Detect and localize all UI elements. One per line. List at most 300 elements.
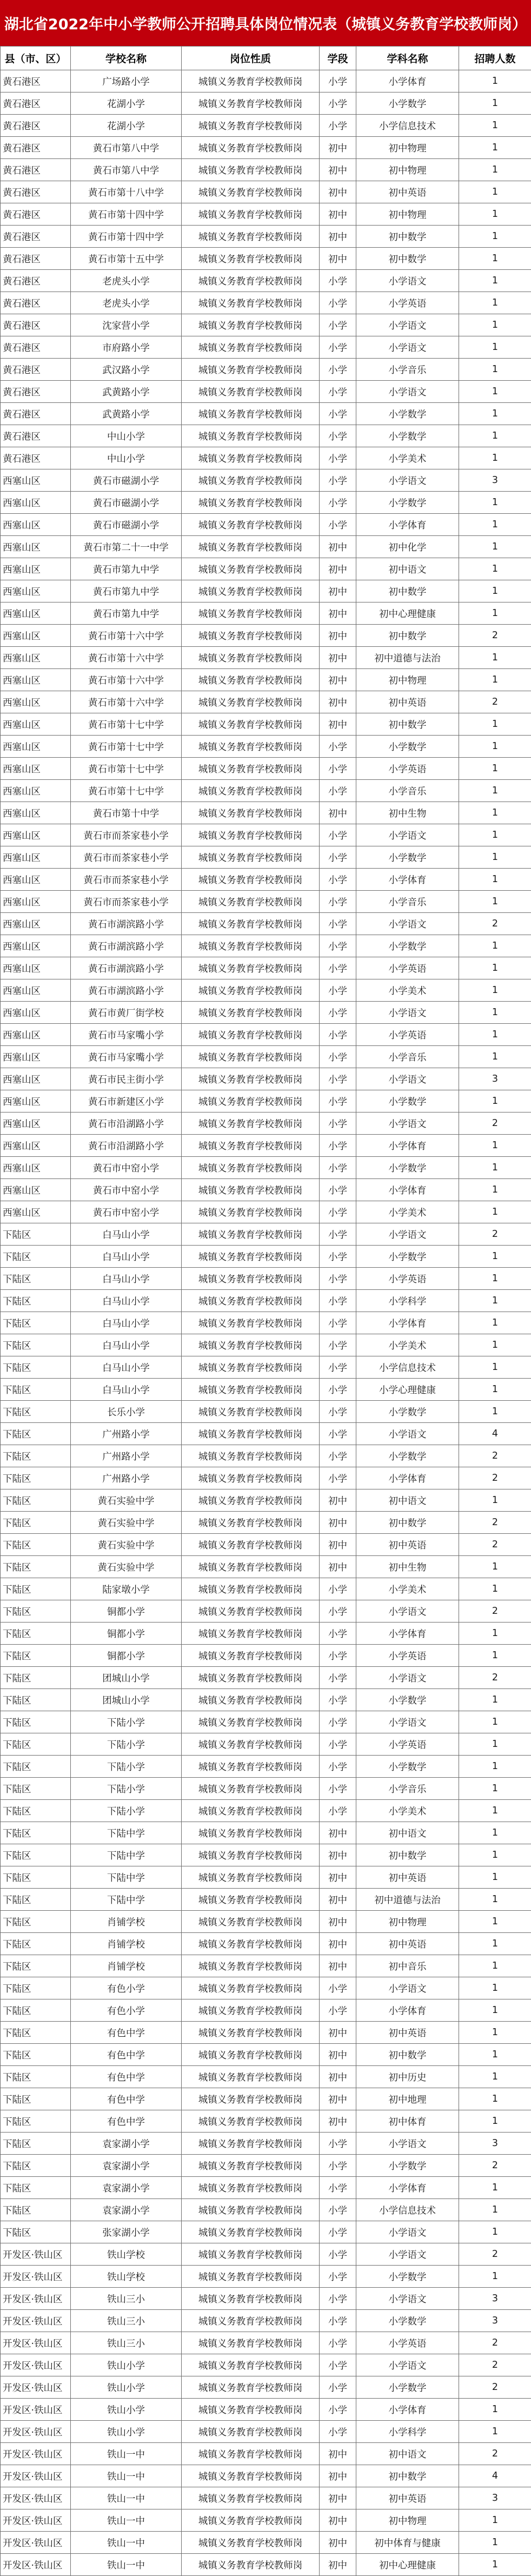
cell-school: 白马山小学 xyxy=(71,1312,182,1334)
table-row xyxy=(1,780,531,802)
table-row xyxy=(1,602,531,625)
table-row xyxy=(1,2376,531,2399)
cell-county: 下陆区 xyxy=(1,2221,71,2243)
cell-count: 3 xyxy=(459,1068,531,1090)
cell-count: 1 xyxy=(459,1334,531,1356)
cell-school: 铁山小学 xyxy=(71,2376,182,2399)
cell-post-type: 城镇义务教育学校教师岗 xyxy=(182,1268,320,1290)
cell-stage: 小学 xyxy=(320,824,356,846)
cell-county: 西塞山区 xyxy=(1,780,71,802)
cell-post-type: 城镇义务教育学校教师岗 xyxy=(182,2310,320,2332)
cell-subject: 小学音乐 xyxy=(356,780,459,802)
table-row xyxy=(1,1312,531,1334)
cell-school: 花湖小学 xyxy=(71,115,182,137)
cell-subject: 小学体育 xyxy=(356,2399,459,2421)
table-row xyxy=(1,1667,531,1689)
cell-subject: 初中数学 xyxy=(356,625,459,647)
cell-county: 西塞山区 xyxy=(1,1046,71,1068)
cell-subject: 初中语文 xyxy=(356,2443,459,2465)
table-row xyxy=(1,2487,531,2509)
cell-school: 武汉路小学 xyxy=(71,359,182,381)
cell-post-type: 城镇义务教育学校教师岗 xyxy=(182,1356,320,1379)
cell-school: 铁山小学 xyxy=(71,2399,182,2421)
cell-subject: 小学语文 xyxy=(356,1112,459,1135)
cell-county: 下陆区 xyxy=(1,1223,71,1246)
cell-post-type: 城镇义务教育学校教师岗 xyxy=(182,713,320,736)
cell-school: 黄石市第十七中学 xyxy=(71,758,182,780)
cell-subject: 小学语文 xyxy=(356,336,459,359)
cell-county: 下陆区 xyxy=(1,2155,71,2177)
table-row xyxy=(1,1401,531,1423)
cell-post-type: 城镇义务教育学校教师岗 xyxy=(182,536,320,558)
cell-stage: 初中 xyxy=(320,1822,356,1844)
cell-post-type: 城镇义务教育学校教师岗 xyxy=(182,2532,320,2554)
cell-school: 下陆中学 xyxy=(71,1889,182,1911)
cell-county: 下陆区 xyxy=(1,1977,71,1999)
cell-subject: 小学数学 xyxy=(356,92,459,115)
cell-school: 肖铺学校 xyxy=(71,1911,182,1933)
cell-stage: 小学 xyxy=(320,359,356,381)
cell-post-type: 城镇义务教育学校教师岗 xyxy=(182,403,320,425)
cell-subject: 初中地理 xyxy=(356,2088,459,2110)
cell-subject: 小学体育 xyxy=(356,2177,459,2199)
table-row xyxy=(1,381,531,403)
cell-count: 1 xyxy=(459,159,531,181)
cell-school: 袁家湖小学 xyxy=(71,2199,182,2221)
cell-subject: 小学体育 xyxy=(356,1467,459,1489)
cell-school: 黄石市黄厂街学校 xyxy=(71,1002,182,1024)
table-row xyxy=(1,1999,531,2022)
cell-school: 黄石市湖滨路小学 xyxy=(71,979,182,1002)
cell-post-type: 城镇义务教育学校教师岗 xyxy=(182,913,320,935)
cell-school: 张家湖小学 xyxy=(71,2221,182,2243)
table-row xyxy=(1,1645,531,1667)
cell-stage: 小学 xyxy=(320,935,356,957)
cell-stage: 初中 xyxy=(320,203,356,226)
cell-county: 下陆区 xyxy=(1,1600,71,1623)
cell-county: 下陆区 xyxy=(1,2177,71,2199)
cell-count: 1 xyxy=(459,2199,531,2221)
table-row xyxy=(1,1889,531,1911)
cell-county: 下陆区 xyxy=(1,1401,71,1423)
cell-stage: 小学 xyxy=(320,2399,356,2421)
cell-count: 1 xyxy=(459,669,531,691)
cell-county: 西塞山区 xyxy=(1,558,71,580)
cell-school: 老虎头小学 xyxy=(71,292,182,314)
cell-subject: 小学音乐 xyxy=(356,1778,459,1800)
cell-school: 下陆小学 xyxy=(71,1733,182,1756)
table-row xyxy=(1,2465,531,2487)
cell-post-type: 城镇义务教育学校教师岗 xyxy=(182,580,320,602)
cell-school: 下陆中学 xyxy=(71,1844,182,1866)
cell-school: 下陆小学 xyxy=(71,1711,182,1733)
cell-county: 开发区·铁山区 xyxy=(1,2266,71,2288)
table-row xyxy=(1,2243,531,2266)
cell-stage: 小学 xyxy=(320,1135,356,1157)
cell-school: 长乐小学 xyxy=(71,1401,182,1423)
cell-county: 下陆区 xyxy=(1,1844,71,1866)
cell-county: 下陆区 xyxy=(1,1955,71,1977)
cell-county: 下陆区 xyxy=(1,1778,71,1800)
cell-post-type: 城镇义务教育学校教师岗 xyxy=(182,1024,320,1046)
cell-stage: 小学 xyxy=(320,1711,356,1733)
cell-county: 西塞山区 xyxy=(1,802,71,824)
cell-subject: 初中数学 xyxy=(356,1512,459,1534)
cell-subject: 小学数学 xyxy=(356,1756,459,1778)
cell-subject: 初中英语 xyxy=(356,1534,459,1556)
cell-count: 1 xyxy=(459,1800,531,1822)
cell-school: 下陆中学 xyxy=(71,1866,182,1889)
cell-subject: 小学语文 xyxy=(356,1600,459,1623)
cell-count: 1 xyxy=(459,780,531,802)
cell-school: 黄石市中窑小学 xyxy=(71,1201,182,1223)
cell-post-type: 城镇义务教育学校教师岗 xyxy=(182,2221,320,2243)
table-row xyxy=(1,1223,531,1246)
cell-post-type: 城镇义务教育学校教师岗 xyxy=(182,2199,320,2221)
cell-county: 黄石港区 xyxy=(1,314,71,336)
cell-county: 下陆区 xyxy=(1,2022,71,2044)
cell-county: 下陆区 xyxy=(1,1711,71,1733)
cell-stage: 初中 xyxy=(320,602,356,625)
cell-county: 开发区·铁山区 xyxy=(1,2443,71,2465)
cell-stage: 小学 xyxy=(320,1401,356,1423)
cell-post-type: 城镇义务教育学校教师岗 xyxy=(182,1733,320,1756)
cell-count: 1 xyxy=(459,181,531,203)
cell-count: 1 xyxy=(459,1999,531,2022)
cell-count: 1 xyxy=(459,1733,531,1756)
cell-count: 3 xyxy=(459,2487,531,2509)
table-row xyxy=(1,1290,531,1312)
cell-stage: 初中 xyxy=(320,159,356,181)
cell-stage: 小学 xyxy=(320,1623,356,1645)
cell-school: 铜都小学 xyxy=(71,1645,182,1667)
cell-post-type: 城镇义务教育学校教师岗 xyxy=(182,248,320,270)
cell-county: 西塞山区 xyxy=(1,469,71,492)
cell-stage: 小学 xyxy=(320,2310,356,2332)
table-row xyxy=(1,403,531,425)
table-row xyxy=(1,203,531,226)
cell-stage: 初中 xyxy=(320,2509,356,2532)
cell-county: 黄石港区 xyxy=(1,115,71,137)
header-row xyxy=(1,47,531,70)
table-row xyxy=(1,758,531,780)
cell-school: 黄石市第十五中学 xyxy=(71,248,182,270)
cell-stage: 小学 xyxy=(320,2421,356,2443)
cell-school: 广州路小学 xyxy=(71,1445,182,1467)
table-row xyxy=(1,1977,531,1999)
cell-county: 黄石港区 xyxy=(1,381,71,403)
cell-school: 下陆小学 xyxy=(71,1756,182,1778)
cell-county: 下陆区 xyxy=(1,1290,71,1312)
cell-school: 黄石市第十四中学 xyxy=(71,226,182,248)
cell-post-type: 城镇义务教育学校教师岗 xyxy=(182,2044,320,2066)
cell-stage: 初中 xyxy=(320,2110,356,2133)
cell-stage: 初中 xyxy=(320,2443,356,2465)
cell-subject: 小学语文 xyxy=(356,270,459,292)
cell-count: 1 xyxy=(459,1312,531,1334)
table-row xyxy=(1,1024,531,1046)
cell-county: 下陆区 xyxy=(1,2110,71,2133)
cell-subject: 小学英语 xyxy=(356,292,459,314)
cell-stage: 初中 xyxy=(320,1489,356,1512)
cell-count: 2 xyxy=(459,1667,531,1689)
cell-county: 开发区·铁山区 xyxy=(1,2399,71,2421)
cell-count: 1 xyxy=(459,270,531,292)
cell-subject: 小学音乐 xyxy=(356,1046,459,1068)
cell-post-type: 城镇义务教育学校教师岗 xyxy=(182,1556,320,1578)
cell-count: 1 xyxy=(459,1002,531,1024)
cell-count: 4 xyxy=(459,2465,531,2487)
cell-stage: 小学 xyxy=(320,1268,356,1290)
cell-count: 1 xyxy=(459,824,531,846)
cell-stage: 小学 xyxy=(320,1246,356,1268)
cell-county: 黄石港区 xyxy=(1,292,71,314)
cell-count: 1 xyxy=(459,1578,531,1600)
cell-stage: 小学 xyxy=(320,1379,356,1401)
table-row xyxy=(1,1489,531,1512)
cell-post-type: 城镇义务教育学校教师岗 xyxy=(182,270,320,292)
cell-stage: 小学 xyxy=(320,1645,356,1667)
table-row xyxy=(1,2022,531,2044)
cell-county: 开发区·铁山区 xyxy=(1,2243,71,2266)
table-row xyxy=(1,1002,531,1024)
cell-subject: 初中历史 xyxy=(356,2066,459,2088)
cell-post-type: 城镇义务教育学校教师岗 xyxy=(182,1179,320,1201)
cell-subject: 小学体育 xyxy=(356,1623,459,1645)
table-row xyxy=(1,492,531,514)
cell-subject: 小学体育 xyxy=(356,1179,459,1201)
cell-county: 西塞山区 xyxy=(1,669,71,691)
cell-post-type: 城镇义务教育学校教师岗 xyxy=(182,1645,320,1667)
cell-count: 2 xyxy=(459,2243,531,2266)
cell-school: 黄石市磁湖小学 xyxy=(71,469,182,492)
cell-stage: 初中 xyxy=(320,2532,356,2554)
cell-county: 黄石港区 xyxy=(1,137,71,159)
cell-stage: 小学 xyxy=(320,270,356,292)
cell-subject: 初中生物 xyxy=(356,802,459,824)
cell-stage: 初中 xyxy=(320,691,356,713)
cell-stage: 小学 xyxy=(320,425,356,447)
cell-count: 1 xyxy=(459,1645,531,1667)
cell-school: 铁山一中 xyxy=(71,2509,182,2532)
cell-count: 1 xyxy=(459,92,531,115)
cell-subject: 小学语文 xyxy=(356,2288,459,2310)
cell-count: 3 xyxy=(459,469,531,492)
cell-county: 西塞山区 xyxy=(1,580,71,602)
table-row xyxy=(1,2554,531,2576)
cell-count: 2 xyxy=(459,1223,531,1246)
cell-post-type: 城镇义务教育学校教师岗 xyxy=(182,359,320,381)
cell-stage: 初中 xyxy=(320,1889,356,1911)
cell-post-type: 城镇义务教育学校教师岗 xyxy=(182,92,320,115)
cell-count: 1 xyxy=(459,115,531,137)
cell-stage: 小学 xyxy=(320,1467,356,1489)
table-header xyxy=(1,47,531,70)
cell-county: 下陆区 xyxy=(1,2044,71,2066)
cell-subject: 小学英语 xyxy=(356,957,459,979)
cell-stage: 小学 xyxy=(320,514,356,536)
cell-school: 黄石市第九中学 xyxy=(71,558,182,580)
cell-count: 1 xyxy=(459,314,531,336)
cell-subject: 小学体育 xyxy=(356,1135,459,1157)
table-row xyxy=(1,1711,531,1733)
cell-county: 开发区·铁山区 xyxy=(1,2288,71,2310)
cell-county: 西塞山区 xyxy=(1,536,71,558)
table-row xyxy=(1,1955,531,1977)
cell-stage: 小学 xyxy=(320,2199,356,2221)
table-row xyxy=(1,1689,531,1711)
cell-county: 西塞山区 xyxy=(1,869,71,891)
cell-school: 白马山小学 xyxy=(71,1334,182,1356)
cell-stage: 小学 xyxy=(320,1689,356,1711)
cell-subject: 初中英语 xyxy=(356,2487,459,2509)
cell-stage: 小学 xyxy=(320,1068,356,1090)
table-row xyxy=(1,1822,531,1844)
table-row xyxy=(1,1800,531,1822)
cell-count: 1 xyxy=(459,802,531,824)
cell-county: 下陆区 xyxy=(1,1623,71,1645)
cell-school: 黄石市湖滨路小学 xyxy=(71,913,182,935)
table-row xyxy=(1,2221,531,2243)
table-row xyxy=(1,2266,531,2288)
cell-school: 广州路小学 xyxy=(71,1423,182,1445)
cell-school: 黄石市磁湖小学 xyxy=(71,492,182,514)
cell-stage: 小学 xyxy=(320,1667,356,1689)
cell-post-type: 城镇义务教育学校教师岗 xyxy=(182,2133,320,2155)
cell-subject: 初中数学 xyxy=(356,580,459,602)
cell-stage: 初中 xyxy=(320,2088,356,2110)
cell-post-type: 城镇义务教育学校教师岗 xyxy=(182,1756,320,1778)
cell-stage: 小学 xyxy=(320,1024,356,1046)
cell-school: 黄石市磁湖小学 xyxy=(71,514,182,536)
cell-stage: 小学 xyxy=(320,1002,356,1024)
cell-school: 中山小学 xyxy=(71,425,182,447)
cell-county: 下陆区 xyxy=(1,1489,71,1512)
header-count: 招聘人数 xyxy=(459,47,531,70)
cell-county: 下陆区 xyxy=(1,1556,71,1578)
cell-subject: 初中数学 xyxy=(356,2044,459,2066)
cell-school: 下陆中学 xyxy=(71,1822,182,1844)
cell-count: 1 xyxy=(459,1556,531,1578)
cell-subject: 小学语文 xyxy=(356,1977,459,1999)
cell-post-type: 城镇义务教育学校教师岗 xyxy=(182,1999,320,2022)
table-row xyxy=(1,1356,531,1379)
cell-post-type: 城镇义务教育学校教师岗 xyxy=(182,1246,320,1268)
cell-school: 黄石市第十六中学 xyxy=(71,625,182,647)
table-row xyxy=(1,1844,531,1866)
cell-subject: 小学信息技术 xyxy=(356,115,459,137)
cell-count: 1 xyxy=(459,1024,531,1046)
cell-school: 黄石市第十六中学 xyxy=(71,691,182,713)
cell-subject: 小学信息技术 xyxy=(356,2199,459,2221)
table-row xyxy=(1,1512,531,1534)
table-row xyxy=(1,691,531,713)
cell-subject: 小学数学 xyxy=(356,425,459,447)
cell-stage: 初中 xyxy=(320,2554,356,2576)
cell-post-type: 城镇义务教育学校教师岗 xyxy=(182,891,320,913)
cell-county: 黄石港区 xyxy=(1,359,71,381)
cell-school: 铁山一中 xyxy=(71,2443,182,2465)
table-row xyxy=(1,1268,531,1290)
cell-post-type: 城镇义务教育学校教师岗 xyxy=(182,70,320,92)
cell-post-type: 城镇义务教育学校教师岗 xyxy=(182,1600,320,1623)
cell-post-type: 城镇义务教育学校教师岗 xyxy=(182,758,320,780)
cell-count: 1 xyxy=(459,1711,531,1733)
table-row xyxy=(1,92,531,115)
cell-count: 1 xyxy=(459,1756,531,1778)
cell-school: 黄石市民主街小学 xyxy=(71,1068,182,1090)
cell-count: 1 xyxy=(459,425,531,447)
table-row xyxy=(1,1201,531,1223)
cell-post-type: 城镇义务教育学校教师岗 xyxy=(182,1977,320,1999)
cell-school: 铁山学校 xyxy=(71,2266,182,2288)
cell-county: 开发区·铁山区 xyxy=(1,2509,71,2532)
cell-school: 黄石市湖滨路小学 xyxy=(71,957,182,979)
table-row xyxy=(1,1733,531,1756)
cell-post-type: 城镇义务教育学校教师岗 xyxy=(182,1933,320,1955)
cell-subject: 小学数学 xyxy=(356,1090,459,1112)
cell-subject: 小学音乐 xyxy=(356,891,459,913)
cell-county: 下陆区 xyxy=(1,1578,71,1600)
cell-school: 袁家湖小学 xyxy=(71,2133,182,2155)
table-row xyxy=(1,1445,531,1467)
cell-stage: 小学 xyxy=(320,869,356,891)
cell-school: 黄石市湖滨路小学 xyxy=(71,935,182,957)
table-row xyxy=(1,647,531,669)
cell-stage: 初中 xyxy=(320,1866,356,1889)
cell-county: 西塞山区 xyxy=(1,1112,71,1135)
cell-stage: 小学 xyxy=(320,1356,356,1379)
cell-school: 铁山三小 xyxy=(71,2310,182,2332)
cell-county: 开发区·铁山区 xyxy=(1,2421,71,2443)
cell-count: 1 xyxy=(459,292,531,314)
cell-count: 1 xyxy=(459,1379,531,1401)
cell-count: 3 xyxy=(459,2310,531,2332)
cell-county: 黄石港区 xyxy=(1,447,71,469)
cell-count: 3 xyxy=(459,2288,531,2310)
cell-post-type: 城镇义务教育学校教师岗 xyxy=(182,1689,320,1711)
cell-county: 下陆区 xyxy=(1,1467,71,1489)
cell-county: 黄石港区 xyxy=(1,159,71,181)
cell-school: 黄石市第十六中学 xyxy=(71,647,182,669)
cell-school: 黄石市沿湖路小学 xyxy=(71,1135,182,1157)
cell-post-type: 城镇义务教育学校教师岗 xyxy=(182,336,320,359)
cell-post-type: 城镇义务教育学校教师岗 xyxy=(182,159,320,181)
table-row xyxy=(1,957,531,979)
table-row xyxy=(1,736,531,758)
cell-school: 老虎头小学 xyxy=(71,270,182,292)
cell-post-type: 城镇义务教育学校教师岗 xyxy=(182,1135,320,1157)
cell-school: 有色中学 xyxy=(71,2110,182,2133)
cell-post-type: 城镇义务教育学校教师岗 xyxy=(182,1334,320,1356)
cell-county: 下陆区 xyxy=(1,1999,71,2022)
table-row xyxy=(1,70,531,92)
cell-school: 黄石市新建区小学 xyxy=(71,1090,182,1112)
cell-county: 黄石港区 xyxy=(1,336,71,359)
table-row xyxy=(1,2066,531,2088)
cell-stage: 小学 xyxy=(320,469,356,492)
table-row xyxy=(1,979,531,1002)
table-row xyxy=(1,1778,531,1800)
cell-count: 1 xyxy=(459,1844,531,1866)
cell-school: 袁家湖小学 xyxy=(71,2155,182,2177)
cell-post-type: 城镇义务教育学校教师岗 xyxy=(182,1445,320,1467)
cell-count: 2 xyxy=(459,1112,531,1135)
cell-count: 1 xyxy=(459,1489,531,1512)
cell-stage: 初中 xyxy=(320,2465,356,2487)
table-row xyxy=(1,1911,531,1933)
table-row xyxy=(1,1112,531,1135)
